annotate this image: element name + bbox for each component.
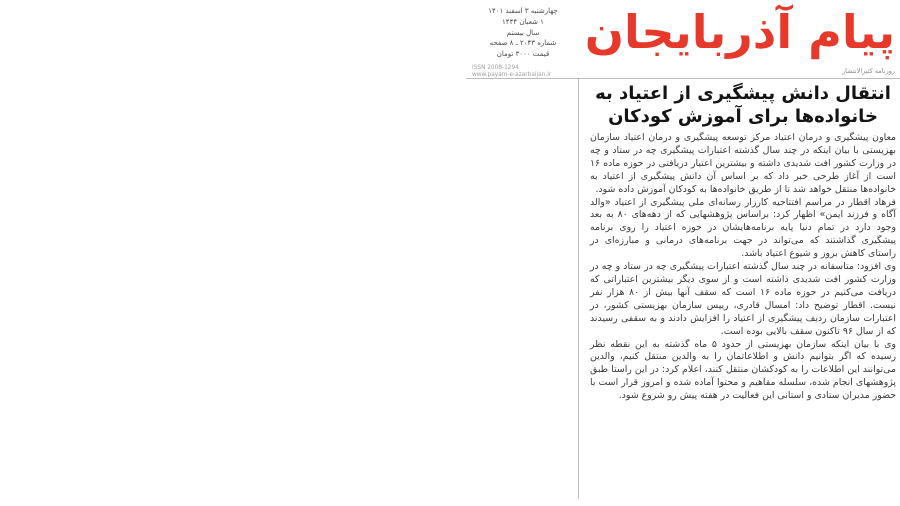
horizontal-divider — [466, 78, 900, 79]
issue-info-block — [466, 6, 580, 79]
headline-line1: انتقال دانش پیشگیری از اعتیاد به — [595, 83, 891, 104]
issue-hijri-date: ۱ شعبان ۱۴۴۴ — [502, 17, 544, 26]
headline-line2: خانواده‌ها برای آموزش کودکان — [608, 105, 878, 127]
issue-year: سال بیستم — [506, 28, 540, 37]
vertical-divider — [578, 78, 579, 499]
article-paragraph-2: فرهاد اقطار در مراسم افتتاحیه کارزار رسانه‌ای ملی پیشگیری از اعتیاد «والد آگاه و فرزند ایمن» اظهار کرد: براساس پژوهشهایی که از دهه‌های ۸۰ به بعد وجود دارد در تمام دنیا پایه برنامه‌هایشان در حوزه اعتیاد را روی برنامه پیشگیری گذاشتند که می‌تواند در جهت برنامه‌های درمانی و مبارزه‌ای در راستای کاهش بروز و شیوع اعتیاد باشد. — [590, 196, 896, 260]
article — [590, 83, 896, 403]
article-body — [590, 132, 896, 403]
article-paragraph-1: معاون پیشگیری و درمان اعتیاد مرکز توسعه پیشگیری و درمان اعتیاد سازمان بهزیستی با بیان اینکه در چند سال گذشته اعتبارات پیشگیری چه در ستاد و چه در وزارت کشور افت شدیدی داشته و بیشترین اعتبار دریافتی در حوزه ماده ۱۶ است از آغاز طرحی خبر داد که بر اساس آن دانش پیشگیری از اعتیاد به خانواده‌ها منتقل خواهد شد تا از طریق خانواده‌ها به کودکان آموزش داده شود. — [590, 132, 896, 195]
issue-date: چهارشنبه ۳ اسفند ۱۴۰۱ — [488, 7, 558, 15]
issn-number: ISSN 2008-1294 — [472, 64, 519, 71]
issue-number: شماره ۲۰۴۳ ـ ۸ صفحه — [489, 39, 557, 48]
website-url: www.payam-e-azarbaijan.ir — [472, 71, 552, 78]
masthead-tagline: روزنامه کثیرالانتشار — [841, 67, 895, 75]
issn-block — [466, 65, 580, 79]
article-paragraph-3: وی افزود: متاسفانه در چند سال گذشته اعتبارات پیشگیری چه در ستاد و چه در وزارت کشور افت شدیدی داشته است و از سوی دیگر بیشترین اعتباراتی که دریافت می‌کنیم در حوزه ماده ۱۶ است که سقف آنها بیش از ۸۰ هزار نفر نیست. اقطار توضیح داد: امسال قادری، رییس سازمان بهزیستی کشور، در اعتبارات سازمان ردیف پیشگیری از اعتیاد را افزایش دادند و به سقفی رسیدند که از سال ۹۶ تاکنون سقف بالایی بوده است. — [590, 261, 897, 337]
masthead-title: پیام آذربایجان — [584, 5, 896, 59]
issue-price: قیمت ۳۰۰۰ تومان — [496, 50, 550, 59]
article-paragraph-4: وی با بیان اینکه سازمان بهزیستی از حدود ۵ ماه گذشته به این نقطه نظر رسیده که اگر بتوانیم دانش و اطلاعاتمان را به والدین منتقل کنیم، والدین می‌توانند این اطلاعات را به کودکشان منتقل کنند، اعلام کرد: در این راستا طبق پژوهشهای انجام شده، سلسله مفاهیم و محتوا آماده شده و امروز قرار است با حضور مدیران ستادی و استانی این فعالیت در هفته پیش رو شروع شود. — [590, 338, 896, 402]
article-headline — [590, 83, 896, 128]
